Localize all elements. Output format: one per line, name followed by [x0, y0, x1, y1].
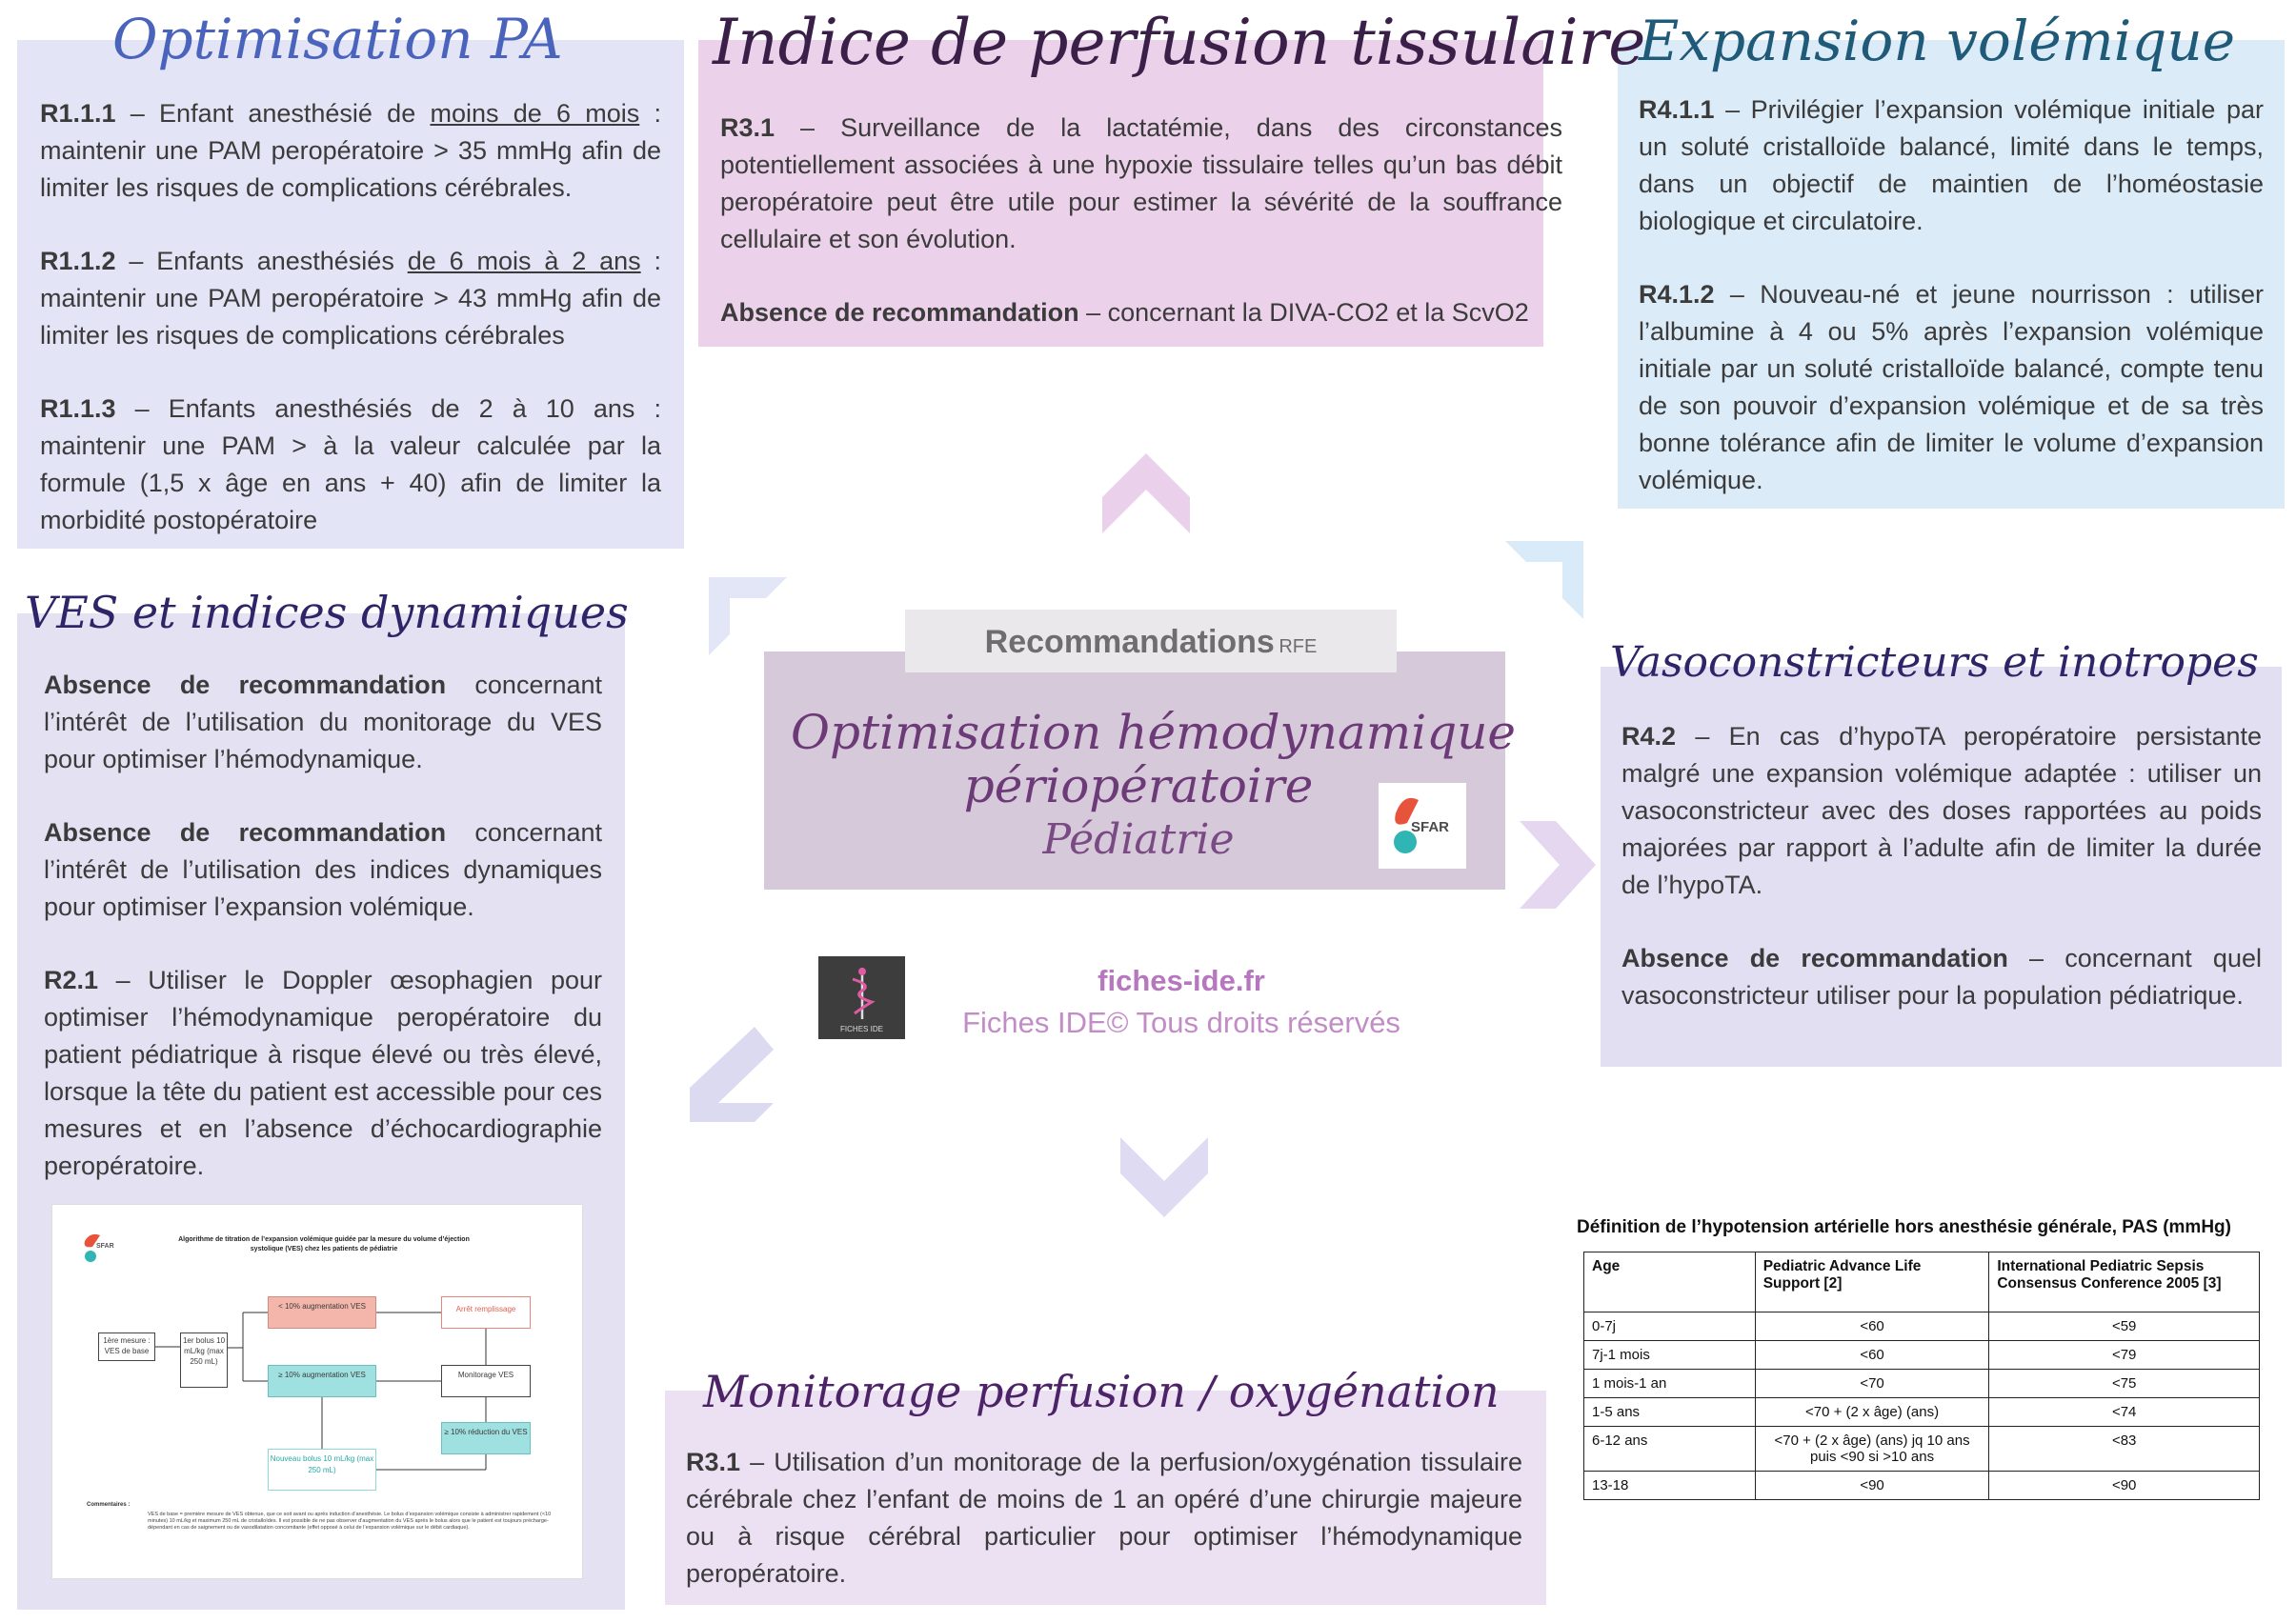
table-row — [1584, 1427, 2260, 1472]
chevron-up-icon — [1102, 446, 1190, 533]
table-cell: <83 — [1989, 1427, 2260, 1472]
table-cell: 7j-1 mois — [1584, 1341, 1756, 1370]
table-cell: <90 — [1989, 1472, 2260, 1500]
expansion-volemique-title: Expansion volémique — [1639, 9, 2236, 73]
algo-comments-label: Commentaires : — [87, 1502, 131, 1508]
algo-first-measure: 1ère mesure : VES de base — [98, 1332, 155, 1361]
fiches-ide-logo — [818, 956, 905, 1039]
algo-new-bolus: Nouveau bolus 10 mL/kg (max 250 mL) — [268, 1449, 376, 1491]
table-row — [1584, 1341, 2260, 1370]
optimisation-pa-text — [40, 95, 661, 539]
r21-paragraph: R2.1 – Utiliser le Doppler œsophagien pour optimiser l’hémodynamique peropératoire du patient pédiatrique à risque élevé ou très élevé, lorsque la tête du patient est accessible pour ces mesures et en l’absence d’échocardiographie peropératoire. — [44, 966, 602, 1180]
algo-stop: Arrêt remplissage — [441, 1296, 531, 1329]
r31-monit-paragraph: R3.1 – Utilisation d’un monitorage de la perfusion/oxygénation tissulaire cérébrale chez l’enfant de moins de 1 an opéré d’une chirurgie majeure ou à risque cérébral particulier pour optimiser l’hémodynamique peropératoire. — [686, 1448, 1522, 1588]
vasoconstricteurs-text — [1621, 718, 2262, 1014]
pas-table-caption: Définition de l’hypotension artérielle hors anesthésie générale, PAS (mmHg) — [1577, 1217, 2231, 1237]
site-link[interactable]: fiches-ide.fr — [1098, 964, 1265, 997]
center-line1: Optimisation hémodynamique — [791, 705, 1517, 760]
chevron-down-icon — [1120, 1137, 1208, 1225]
ves-title: VES et indices dynamiques — [25, 587, 629, 638]
monitorage-title: Monitorage perfusion / oxygénation — [703, 1366, 1500, 1417]
table-cell: <60 — [1755, 1312, 1989, 1341]
r31-ipt-paragraph: R3.1 – Surveillance de la lactatémie, dans des circonstances potentiellement associées à une hypoxie tissulaire telles qu’un bas débit peropératoire peut être utile pour estimer la sévérité de la souffrance cellulaire et son évolution. — [720, 113, 1562, 253]
table-header-cell: Pediatric Advance Life Support [2] — [1755, 1252, 1989, 1312]
table-cell: 1 mois-1 an — [1584, 1370, 1756, 1398]
algo-comments-text: VES de base = première mesure de VES obtenue, que ce soit avant ou après induction d’anesthésie. Le bolus d’expansion volémique consiste à administrer rapidement (<10 minutes) 10 mL/kg et maximum 250 mL de cristalloïdes. Il est possible de ne pas observer d’augmentation du VES après le bolus alors que le patient est toujours précharge-dépendant en cas de saignement ou de vasodilatation concomitante (effet opposé à celui de l’expansion volémique sur le débit cardiaque). — [148, 1512, 552, 1531]
r111-paragraph: R1.1.1 – Enfant anesthésié de moins de 6 mois : maintenir une PAM peropératoire > 35 mmHg afin de limiter les risques de complications cérébrales. — [40, 99, 661, 202]
chevron-right-icon — [1520, 821, 1596, 909]
r42-paragraph: R4.2 – En cas d’hypoTA peropératoire persistante malgré une expansion volémique adaptée : utiliser un vasoconstricteur avec des doses rapportées au poids majorées par rapport à l’adulte afin de limiter la durée de l’hypoTA. — [1621, 722, 2262, 899]
monitorage-text — [686, 1444, 1522, 1593]
vaso-absence-paragraph: Absence de recommandation – concernant quel vasoconstricteur utiliser pour la population pédiatrique. — [1621, 944, 2262, 1010]
table-cell: <70 + (2 x âge) (ans) jq 10 ans puis <90 si >10 ans — [1755, 1427, 1989, 1472]
table-cell: <90 — [1755, 1472, 1989, 1500]
center-line2: périopératoire — [963, 758, 1314, 813]
r412-paragraph: R4.1.2 – Nouveau-né et jeune nourrisson : utiliser l’albumine à 4 ou 5% après l’expansion volémique initiale par un soluté cristalloïde balancé, compte tenu de son pouvoir d’expansion volémique et de sa très bonne tolérance afin de limiter le volume d’expansion volémique. — [1639, 280, 2264, 494]
indice-perfusion-title: Indice de perfusion tissulaire — [713, 6, 1646, 79]
recommandations-label: Recommandations — [984, 624, 1275, 660]
center-line3: Pédiatrie — [1042, 815, 1235, 864]
algo-first-bolus: 1er bolus 10 mL/kg (max 250 mL) — [180, 1332, 228, 1388]
algorithm-figure — [51, 1204, 583, 1579]
table-row — [1584, 1472, 2260, 1500]
algo-brand: SFAR — [96, 1243, 114, 1250]
table-header-cell: Age — [1584, 1252, 1756, 1312]
table-cell: <74 — [1989, 1398, 2260, 1427]
sfar-logo — [1379, 783, 1466, 869]
recommandations-banner — [905, 610, 1397, 672]
sfar-logo-text: SFAR — [1411, 819, 1450, 835]
r112-paragraph: R1.1.2 – Enfants anesthésiés de 6 mois à 2 ans : maintenir une PAM peropératoire > 43 mmHg afin de limiter les risques de complications cérébrales — [40, 247, 661, 350]
table-cell: <60 — [1755, 1341, 1989, 1370]
chevron-upright-icon — [1505, 535, 1601, 631]
rights-text: Fiches IDE© Tous droits réservés — [962, 1006, 1400, 1039]
table-row — [1584, 1312, 2260, 1341]
indice-perfusion-text — [720, 110, 1562, 331]
algo-less10: < 10% augmentation VES — [268, 1296, 376, 1329]
table-cell: 13-18 — [1584, 1472, 1756, 1500]
chevron-downleft-icon — [678, 1027, 774, 1122]
table-cell: <70 — [1755, 1370, 1989, 1398]
ves-text — [44, 667, 602, 1185]
caduceus-icon — [847, 964, 877, 1021]
table-header-cell: International Pediatric Sepsis Consensus Conference 2005 [3] — [1989, 1252, 2260, 1312]
ves-absence2-paragraph: Absence de recommandation concernant l’intérêt de l’utilisation des indices dynamiques pour optimiser l’expansion volémique. — [44, 818, 602, 921]
algo-more10: ≥ 10% augmentation VES — [268, 1365, 376, 1397]
table-cell: <75 — [1989, 1370, 2260, 1398]
table-row — [1584, 1370, 2260, 1398]
algo-monitor: Monitorage VES — [441, 1365, 531, 1397]
optimisation-pa-title: Optimisation PA — [112, 7, 563, 71]
r411-paragraph: R4.1.1 – Privilégier l’expansion volémique initiale par un soluté cristalloïde balancé, limité dans le temps, dans un objectif de maintien de l’homéostasie biologique et circulatoire. — [1639, 95, 2264, 235]
table-cell: <79 — [1989, 1341, 2260, 1370]
table-cell: <70 + (2 x âge) (ans) — [1755, 1398, 1989, 1427]
fiches-ide-logo-text: FICHES IDE — [840, 1025, 883, 1033]
rfe-tag: RFE — [1279, 636, 1318, 657]
algo-reduction: ≥ 10% réduction du VES — [441, 1422, 531, 1454]
expansion-volemique-text — [1639, 91, 2264, 499]
ves-absence1-paragraph: Absence de recommandation concernant l’intérêt de l’utilisation du monitorage du VES pour optimiser l’hémodynamique. — [44, 671, 602, 773]
algo-title: Algorithme de titration de l’expansion volémique guidée par la mesure du volume d’éjection systolique (VES) chez les patients de pédiatrie — [178, 1236, 470, 1252]
pas-table — [1583, 1252, 2260, 1500]
table-cell: 0-7j — [1584, 1312, 1756, 1341]
vasoconstricteurs-title: Vasoconstricteurs et inotropes — [1610, 638, 2259, 687]
table-cell: 6-12 ans — [1584, 1427, 1756, 1472]
table-header-row — [1584, 1252, 2260, 1312]
r113-paragraph: R1.1.3 – Enfants anesthésiés de 2 à 10 ans : maintenir une PAM > à la valeur calculée par la formule (1,5 x âge en ans + 40) afin de limiter la morbidité postopératoire — [40, 394, 661, 534]
table-row — [1584, 1398, 2260, 1427]
table-cell: <59 — [1989, 1312, 2260, 1341]
ipt-absence-paragraph: Absence de recommandation – concernant la DIVA-CO2 et la ScvO2 — [720, 298, 1529, 327]
chevron-upleft-icon — [694, 573, 789, 669]
table-cell: 1-5 ans — [1584, 1398, 1756, 1427]
